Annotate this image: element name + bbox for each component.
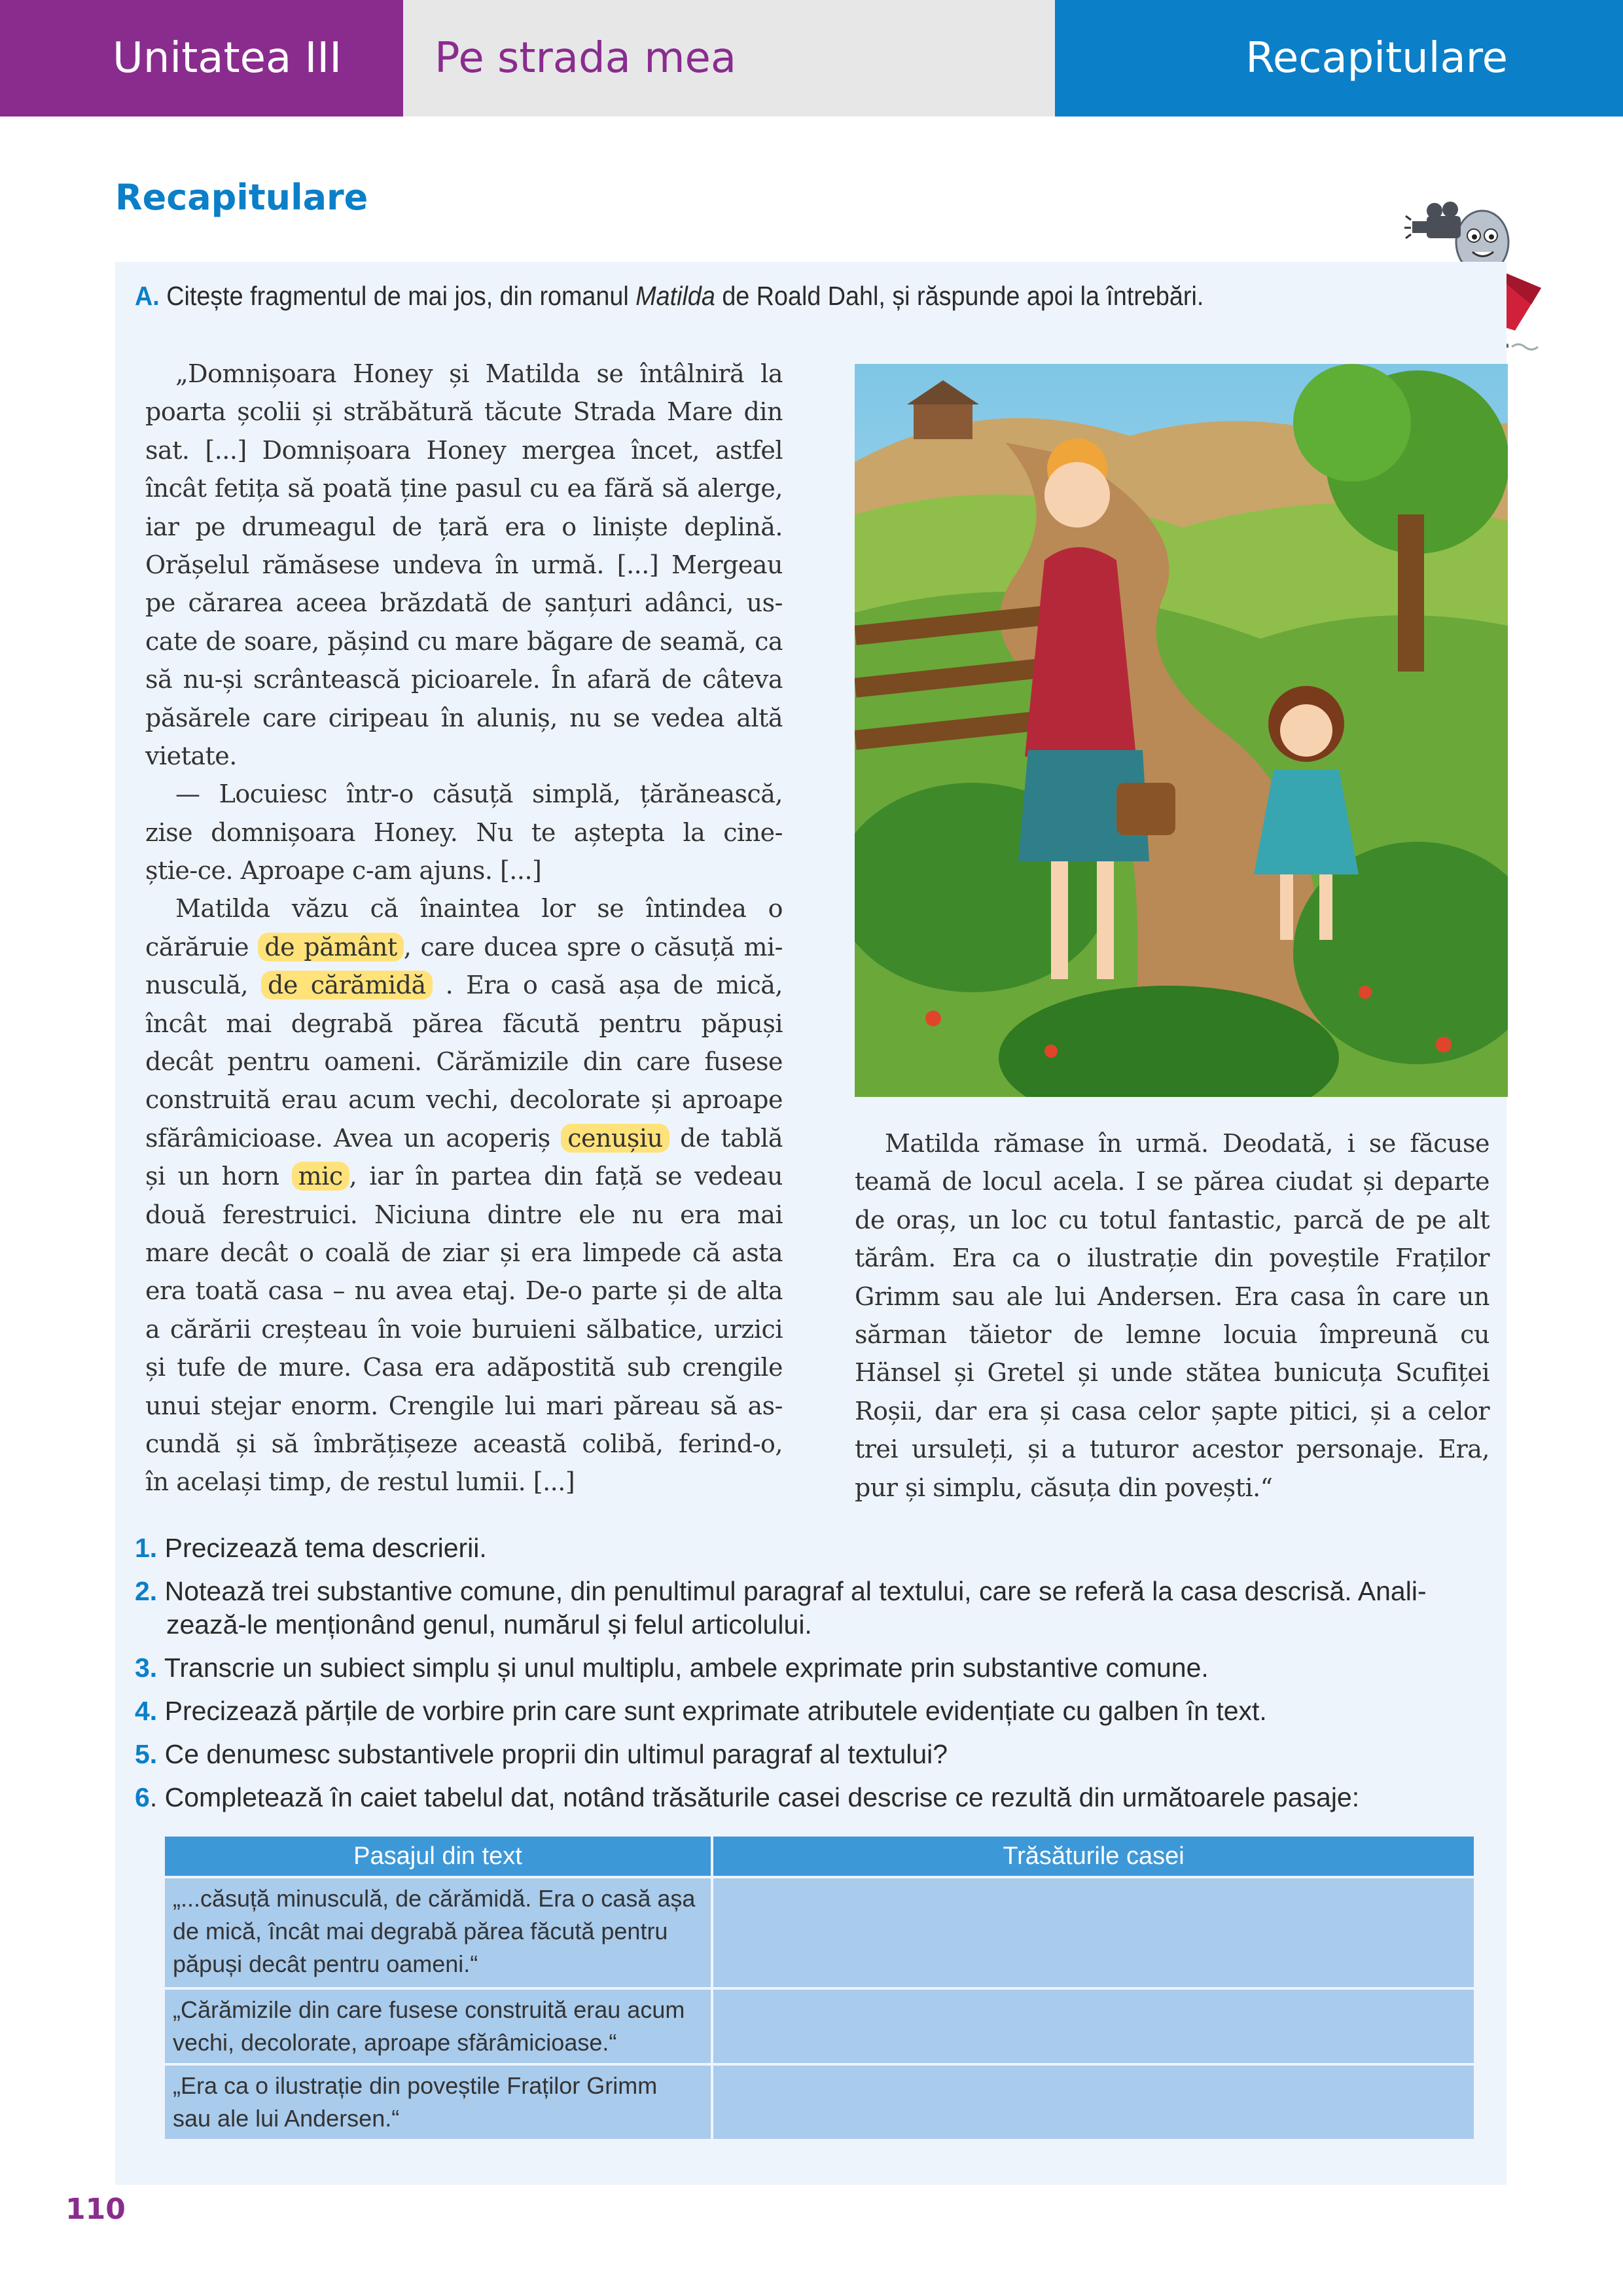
cell-line: „Cărămizile din care fusese construită erau acum: [173, 1996, 685, 2023]
story-line: păsărele care ciripeau în aluniș, nu se vedea altă: [145, 703, 783, 732]
table-cell-traits: [713, 1990, 1474, 2063]
unit-text: Unitatea III: [113, 34, 342, 82]
story-line: decât pentru oameni. Cărămizile din care fusese: [145, 1047, 783, 1077]
question-item: [135, 1738, 948, 1771]
question-number: 6: [135, 1782, 150, 1812]
story-line: sărman tăietor de lemne locuia împreună cu: [855, 1319, 1489, 1349]
story-line: cundă și să îmbrățișeze această colibă, ferind-o,: [145, 1429, 783, 1458]
table-cell-traits: [713, 1878, 1474, 1987]
table-cell-passage: [165, 1990, 711, 2063]
section-text: Recapitulare: [1245, 34, 1508, 82]
story-line: încât fetița să poată ține pasul cu ea fără să alerge,: [145, 474, 783, 503]
story-line: cate de soare, pășind cu mare băgare de seamă, ca: [145, 626, 783, 656]
story-line: iar pe drumeagul de țară era o liniște deplină.: [145, 512, 783, 541]
question-text: Ce denumesc substantivele proprii din ultimul paragraf al textului?: [164, 1739, 948, 1769]
exercise-label: A.: [135, 281, 160, 311]
question-item: [135, 1695, 1267, 1728]
story-line: trei ursuleți, și a tuturor acestor personaje. Era,: [855, 1435, 1489, 1464]
story-illustration: [855, 364, 1508, 1097]
story-line: poarta școlii și străbătură tăcute Strada Mare din: [145, 397, 783, 427]
question-item: [135, 1532, 487, 1565]
section-title: [1055, 0, 1623, 117]
table-cell-passage: [165, 1878, 711, 1987]
story-line: [145, 966, 783, 1004]
story-line: Roșii, dar era și casa celor șapte pitici, și a celor: [855, 1396, 1489, 1426]
story-right-column: [855, 1124, 1489, 1507]
instruction-text-before: Citește fragmentul de mai jos, din romanul: [166, 281, 636, 311]
story-line: zise domnișoara Honey. Nu te aștepta la cine-: [145, 817, 783, 847]
story-line: Matilda rămase în urmă. Deodată, i se făcuse: [885, 1129, 1489, 1158]
cell-line: sau ale lui Andersen.“: [173, 2105, 400, 2132]
cell-line: vechi, decolorate, aproape sfărâmicioase.“: [173, 2029, 617, 2056]
question-text: Notează trei substantive comune, din penultimul paragraf al textului, care se referă la casa descrisă. Anali-: [164, 1576, 1427, 1606]
instruction-text-after: de Roald Dahl, și răspunde apoi la întrebări.: [715, 281, 1204, 311]
chapter-text: Pe strada mea: [435, 34, 737, 82]
question-text: . Completează în caiet tabelul dat, notând trăsăturile casei descrise ce rezultă din următoarele pasaje:: [149, 1782, 1360, 1812]
story-line: [145, 1157, 783, 1195]
table-cell-passage: [165, 2066, 711, 2139]
story-line: [145, 1119, 783, 1157]
highlighted-attribute: de pământ: [258, 933, 403, 961]
story-line: și tufe de mure. Casa era adăpostită sub crengile: [145, 1353, 783, 1382]
page-number: 110: [65, 2193, 126, 2226]
table-header-traits: Trăsăturile casei: [713, 1837, 1474, 1876]
story-fragment: și un horn: [145, 1162, 279, 1191]
story-line: mare decât o coală de ziar și era limpede că asta: [145, 1238, 783, 1267]
exercise-instruction: [135, 278, 1279, 314]
question-number: 5.: [135, 1739, 158, 1769]
story-line: — Locuiesc într-o căsuță simplă, țărănească,: [175, 780, 783, 809]
story-line: a cărării creșteau în voie buruieni sălbatice, urzici: [145, 1314, 783, 1344]
cell-line: „Era ca o ilustrație din poveștile Fraților Grimm: [173, 2072, 658, 2099]
question-item: [135, 1575, 1427, 1608]
story-line: pur și simplu, căsuța din povești.“: [855, 1473, 1273, 1502]
story-fragment: sfărâmicioase. Avea un acoperiș: [145, 1123, 550, 1153]
question-text: Precizează tema descrierii.: [164, 1533, 487, 1563]
story-line: știe-ce. Aproape c-am ajuns. [...]: [145, 856, 542, 886]
story-line: Matilda văzu că înaintea lor se întindea o: [175, 894, 783, 924]
story-fragment: . Era o casă așa de mică,: [445, 971, 783, 1000]
question-number: 2.: [135, 1576, 158, 1606]
question-text: Transcrie un subiect simplu și unul multiplu, ambele exprimate prin substantive comune.: [164, 1653, 1209, 1683]
story-line: [145, 928, 783, 966]
question-number: 3.: [135, 1653, 158, 1683]
story-line: tărâm. Era ca o ilustrație din poveștile Fraților: [855, 1244, 1489, 1273]
story-line: teamă de locul acela. I se părea ciudat și departe: [855, 1167, 1489, 1196]
story-line: încât mai degrabă părea făcută pentru păpuși: [145, 1009, 783, 1038]
book-title: Matilda: [635, 281, 715, 311]
cell-line: „...căsuță minusculă, de cărămidă. Era o casă așa: [173, 1885, 696, 1912]
unit-label: [0, 0, 403, 117]
story-line: Grimm sau ale lui Andersen. Era casa în care un: [855, 1282, 1489, 1311]
story-fragment: , iar în partea din față se vedeau: [349, 1162, 783, 1191]
story-fragment: cărăruie: [145, 932, 249, 961]
question-number: 4.: [135, 1696, 158, 1726]
story-left-column: [145, 355, 783, 1501]
story-line: „Domnișoara Honey și Matilda se întâlniră la: [175, 359, 783, 388]
story-line: unui stejar enorm. Crengile lui mari păreau să as-: [145, 1391, 783, 1420]
story-line: să nu-și scrântească picioarele. În afară de câteva: [145, 665, 783, 694]
question-item: [135, 1781, 1359, 1814]
story-line: sat. [...] Domnișoara Honey mergea încet, astfel: [145, 435, 783, 465]
highlighted-attribute: de cărămidă: [261, 971, 433, 999]
story-line: în același timp, de restul lumii. [...]: [145, 1467, 575, 1497]
highlighted-attribute: mic: [292, 1162, 349, 1191]
question-item: [135, 1651, 1209, 1685]
story-line: Orășelul rămăsese undeva în urmă. [...] Mergeau: [145, 550, 783, 579]
highlighted-attribute: cenușiu: [561, 1124, 669, 1153]
cell-line: păpuși decât pentru oameni.“: [173, 1950, 478, 1977]
story-fragment: , care ducea spre o căsuță mi-: [403, 932, 783, 961]
story-line: două ferestruici. Niciuna dintre ele nu era mai: [145, 1200, 783, 1229]
question-text: Precizează părțile de vorbire prin care sunt exprimate atributele evidențiate cu galben în text.: [164, 1696, 1267, 1726]
story-fragment: nusculă,: [145, 971, 249, 1000]
story-line: Hänsel și Gretel și unde stătea bunicuța Scufiței: [855, 1358, 1489, 1388]
question-number: 1.: [135, 1533, 158, 1563]
cell-line: de mică, încât mai degrabă părea făcută pentru: [173, 1918, 668, 1945]
story-line: construită erau acum vechi, decolorate și aproape: [145, 1085, 783, 1115]
story-line: era toată casa – nu avea etaj. De-o parte și de alta: [145, 1276, 783, 1306]
story-line: vietate.: [145, 741, 237, 770]
page-title: Recapitulare: [115, 177, 368, 218]
story-line: pe cărarea aceea brăzdată de șanțuri adânci, us-: [145, 588, 783, 618]
table-cell-traits: [713, 2066, 1474, 2139]
story-fragment: de tablă: [680, 1123, 783, 1153]
story-line: de oraș, un loc cu totul fantastic, parcă de pe alt: [855, 1205, 1489, 1234]
table-header-passage: Pasajul din text: [165, 1837, 711, 1876]
chapter-title: [403, 0, 1055, 117]
question-continuation: zează-le menționând genul, numărul și felul articolului.: [166, 1609, 812, 1640]
